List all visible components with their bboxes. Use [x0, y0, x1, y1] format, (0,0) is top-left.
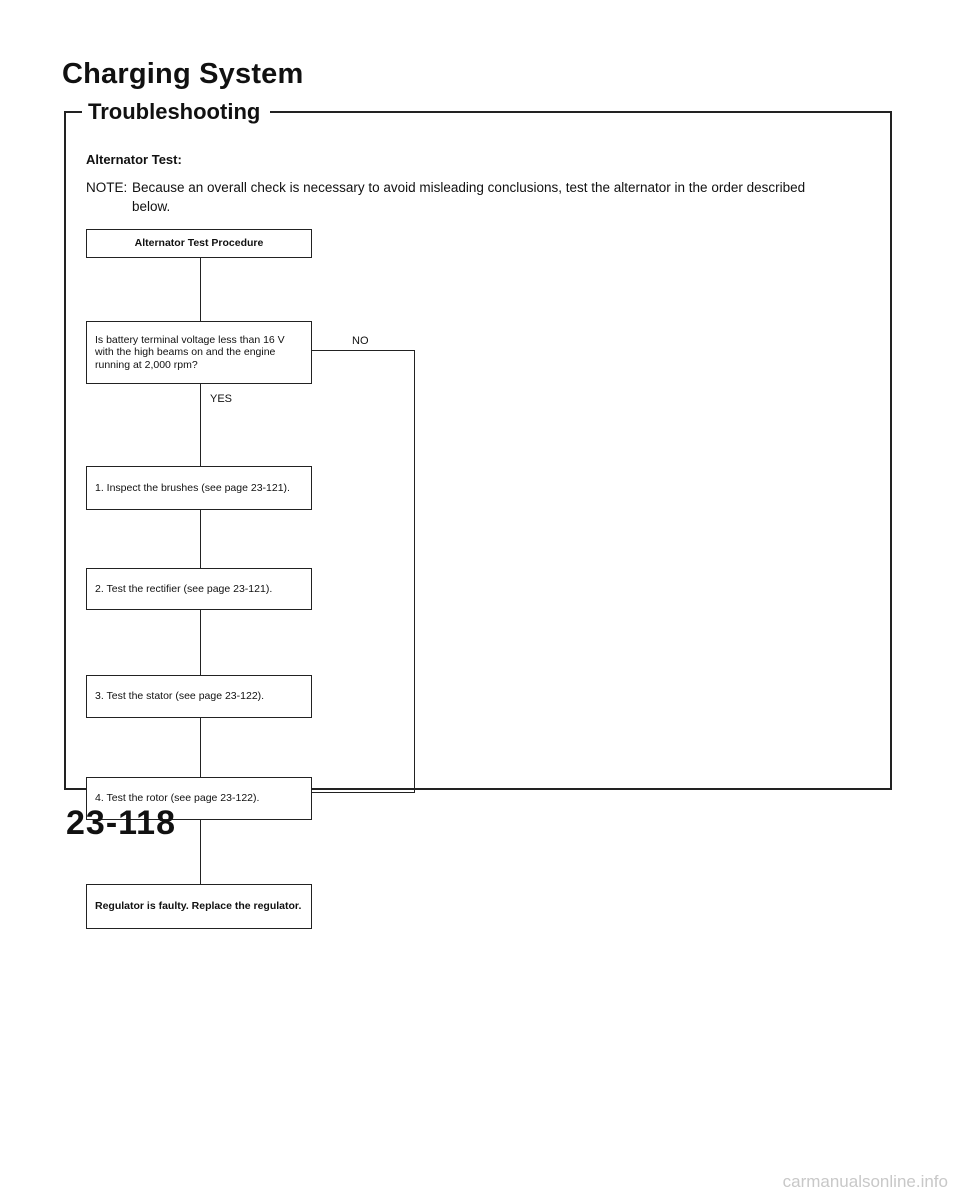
note-paragraph [86, 178, 876, 216]
page-number: 23-118 [66, 804, 176, 842]
frame-top-border-right [270, 111, 890, 113]
connector-step2-step3 [200, 610, 201, 675]
no-branch-line-top [312, 350, 415, 351]
flowchart-result-box: Regulator is faulty. Replace the regulator. [86, 884, 312, 929]
no-branch-line-bottom [312, 792, 415, 793]
frame-top-border-left [64, 111, 82, 113]
flowchart-step-box-1: 1. Inspect the brushes (see page 23-121). [86, 466, 312, 510]
page-title: Charging System [62, 58, 304, 90]
flowchart-step-box-2: 2. Test the rectifier (see page 23-121). [86, 568, 312, 610]
section-title: Troubleshooting [88, 99, 268, 125]
flowchart-step-box-3: 3. Test the stator (see page 23-122). [86, 675, 312, 718]
flowchart-step-box-4: 4. Test the rotor (see page 23-122). [86, 777, 312, 820]
connector-step3-step4 [200, 718, 201, 777]
connector-step4-result [200, 820, 201, 884]
note-text: Because an overall check is necessary to avoid misleading conclusions, test the alternator in the order described [132, 180, 806, 195]
connector-question-step1 [200, 384, 201, 466]
no-branch-label: NO [352, 335, 369, 347]
no-branch-line-vertical [414, 350, 415, 792]
watermark: carmanualsonline.info [782, 1172, 948, 1191]
connector-step1-step2 [200, 510, 201, 568]
connector-start-question [200, 258, 201, 321]
flowchart-question-box: Is battery terminal voltage less than 16 V with the high beams on and the engine running at 2,000 rpm? [86, 321, 312, 384]
yes-branch-label: YES [210, 393, 233, 405]
test-label: Alternator Test: [86, 152, 182, 167]
note-continuation: below. [132, 199, 171, 214]
note-prefix: NOTE: [86, 180, 128, 195]
flowchart-start-box: Alternator Test Procedure [86, 229, 312, 258]
